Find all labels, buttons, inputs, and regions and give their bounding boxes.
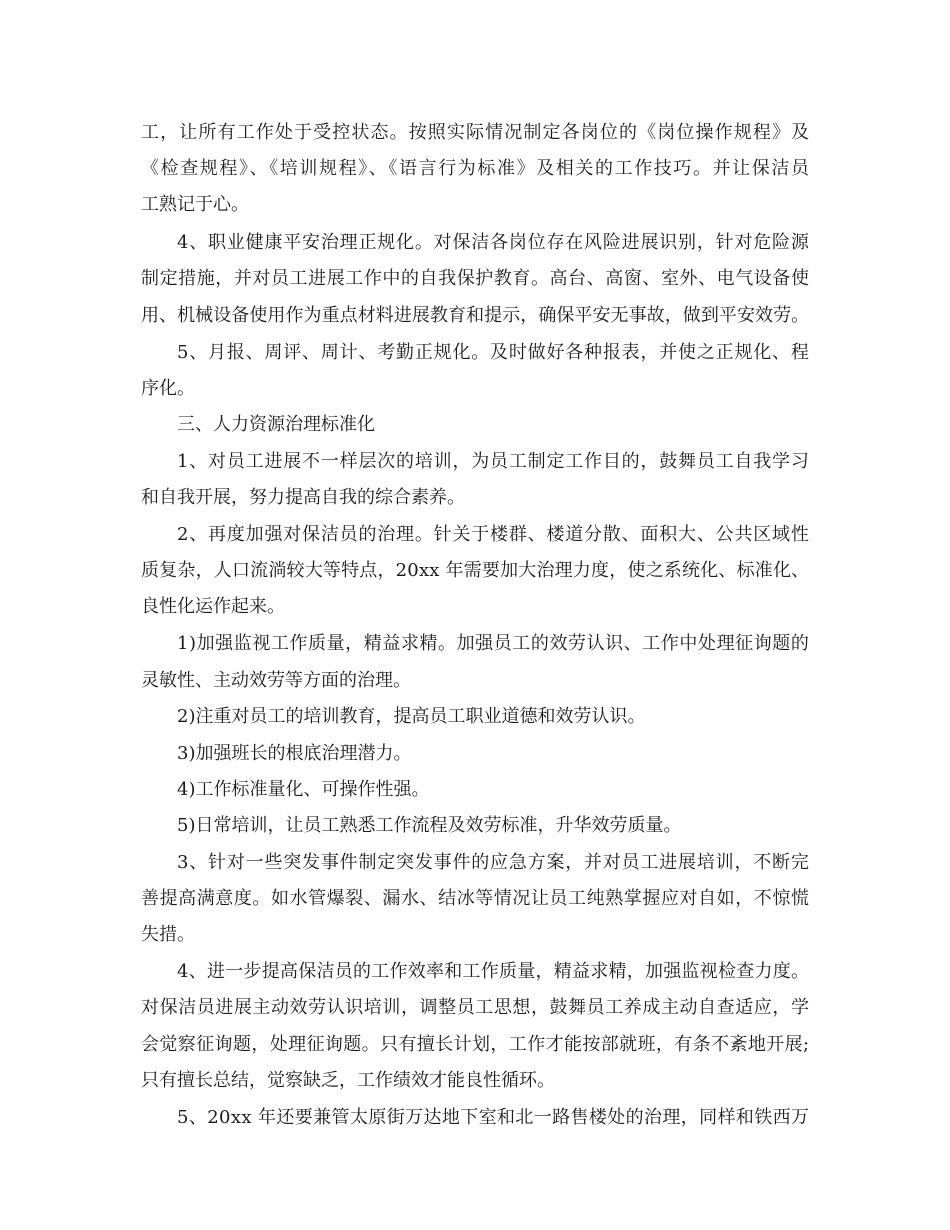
text-line: 灵敏性、主动效劳等方面的治理。 <box>141 670 411 691</box>
text-line: 和自我开展，努力提高自我的综合素养。 <box>141 487 465 508</box>
text-line: 3)加强班长的根底治理潜力。 <box>177 743 412 764</box>
text-line: 三、人力资源治理标准化 <box>177 414 375 435</box>
text-line: 4、进一步提高保洁员的工作效率和工作质量，精益求精，加强监视检查力度。 <box>177 961 810 982</box>
text-line: 质复杂，人口流淌较大等特点，20xx 年需要加大治理力度，使之系统化、标准化、 <box>141 560 810 581</box>
text-line: 5、20xx 年还要兼管太原街万达地下室和北一路售楼处的治理，同样和铁西万 <box>177 1107 810 1128</box>
text-line: 善提高满意度。如水管爆裂、漏水、结冰等情况让员工纯熟掌握应对自如，不惊慌 <box>141 888 810 909</box>
text-line: 5、月报、周评、周计、考勤正规化。及时做好各种报表，并使之正规化、程 <box>177 342 810 363</box>
text-line: 4)工作标准量化、可操作性强。 <box>177 779 430 800</box>
text-line: 1、对员工进展不一样层次的培训，为员工制定工作目的，鼓舞员工自我学习 <box>177 451 810 472</box>
text-line: 制定措施，并对员工进展工作中的自我保护教育。高台、高窗、室外、电气设备使 <box>141 268 810 289</box>
text-line: 2)注重对员工的培训教育，提高员工职业道德和效劳认识。 <box>177 706 646 727</box>
text-line: 序化。 <box>141 378 195 399</box>
text-line: 3、针对一些突发事件制定突发事件的应急方案，并对员工进展培训，不断完 <box>177 852 810 873</box>
text-line: 5)日常培训，让员工熟悉工作流程及效劳标准，升华效劳质量。 <box>177 815 682 836</box>
text-line: 《检查规程》、《培训规程》、《语言行为标准》及相关的工作技巧。并让保洁员 <box>141 158 811 179</box>
text-line: 2、再度加强对保洁员的治理。针关于楼群、楼道分散、面积大、公共区域性 <box>177 524 810 545</box>
text-line: 1)加强监视工作质量，精益求精。加强员工的效劳认识、工作中处理征询题的 <box>177 633 810 654</box>
text-line: 工熟记于心。 <box>141 194 249 215</box>
text-line: 只有擅长总结，觉察缺乏，工作绩效才能良性循环。 <box>141 1070 555 1091</box>
text-line: 对保洁员进展主动效劳认识培训，调整员工思想，鼓舞员工养成主动自查适应，学 <box>141 997 810 1018</box>
text-line: 用、机械设备使用作为重点材料进展教育和提示，确保平安无事故，做到平安效劳。 <box>141 305 810 326</box>
text-line: 失措。 <box>141 924 195 945</box>
text-line: 工，让所有工作处于受控状态。按照实际情况制定各岗位的《岗位操作规程》及 <box>141 122 811 143</box>
text-line: 良性化运作起来。 <box>141 596 285 617</box>
text-line: 会觉察征询题，处理征询题。只有擅长计划，工作才能按部就班，有条不紊地开展; <box>141 1034 810 1055</box>
text-line: 4、职业健康平安治理正规化。对保洁各岗位存在风险进展识别，针对危险源 <box>177 232 810 253</box>
